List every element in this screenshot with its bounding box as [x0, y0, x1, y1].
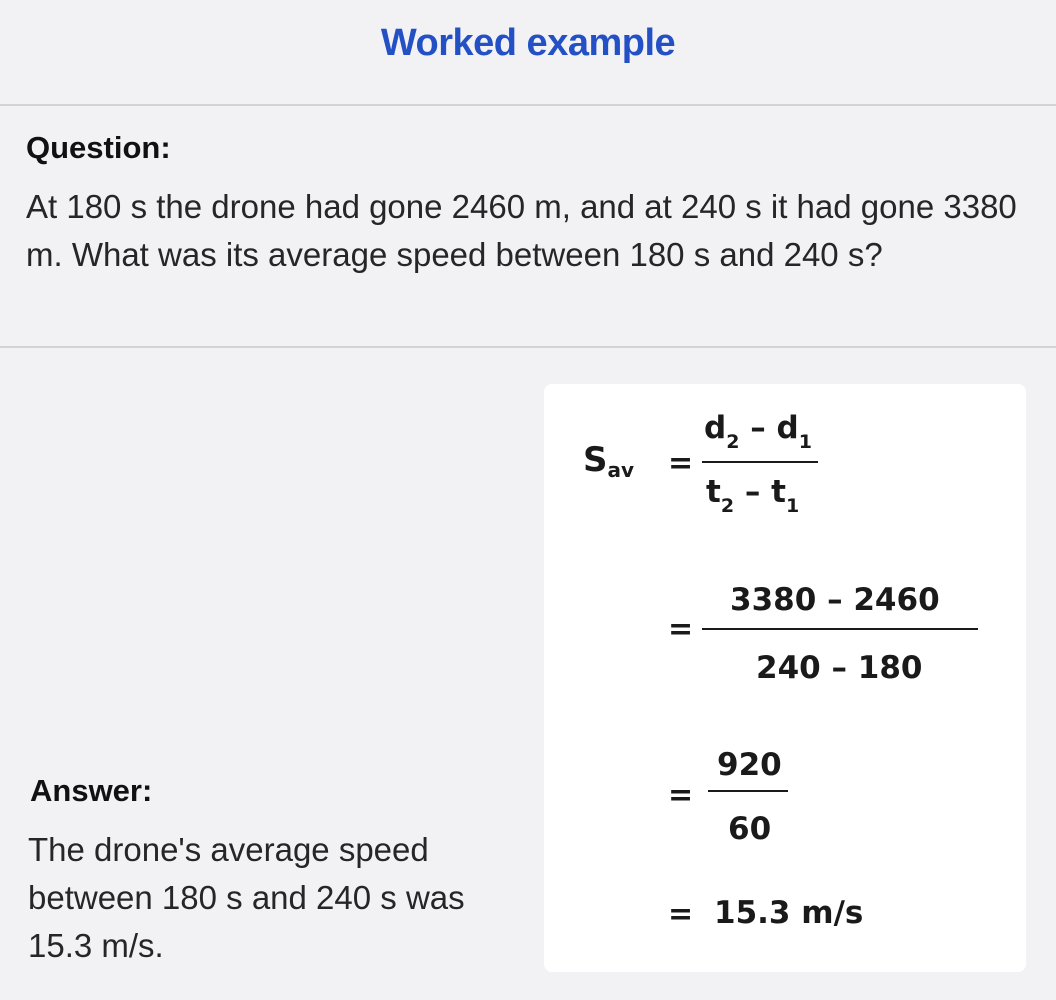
- formula-numerator: [704, 410, 812, 453]
- step1-denominator: 240 – 180: [756, 650, 923, 686]
- d1-symbol: d: [776, 410, 799, 446]
- fraction-bar: [708, 790, 788, 792]
- question-label: Question:: [26, 130, 171, 165]
- speed-symbol: S: [583, 440, 608, 480]
- page-title: Worked example: [380, 22, 676, 64]
- question-text: At 180 s the drone had gone 2460 m, and at 240 s it had gone 3380 m. What was its average speed between 180 s and 240 s?: [26, 188, 1017, 273]
- formula-denominator: [706, 474, 800, 517]
- result-value: 15.3 m/s: [714, 895, 864, 931]
- speed-subscript: av: [607, 458, 635, 482]
- t1-symbol: t: [771, 474, 786, 510]
- d1-subscript: 1: [798, 431, 812, 453]
- question-divider: [0, 346, 1056, 348]
- answer-label: Answer:: [30, 773, 153, 808]
- step2-numerator: 920: [717, 747, 782, 783]
- minus-sign: –: [750, 410, 766, 446]
- equals-sign: =: [668, 446, 694, 481]
- minus-sign: –: [744, 474, 761, 510]
- equals-sign: =: [668, 612, 694, 647]
- equals-sign: =: [668, 897, 694, 932]
- header-divider: [0, 104, 1056, 106]
- step2-denominator: 60: [728, 811, 772, 847]
- d2-subscript: 2: [726, 431, 740, 453]
- d2-symbol: d: [704, 410, 727, 446]
- fraction-bar: [702, 628, 978, 630]
- fraction-bar: [702, 461, 818, 463]
- t2-symbol: t: [706, 474, 721, 510]
- t1-subscript: 1: [785, 495, 800, 517]
- step1-numerator: 3380 – 2460: [730, 582, 940, 618]
- average-speed-symbol: [583, 440, 634, 480]
- equals-sign: =: [668, 778, 694, 813]
- t2-subscript: 2: [720, 495, 735, 517]
- answer-text: The drone's average speed between 180 s and 240 s was 15.3 m/s.: [28, 831, 465, 964]
